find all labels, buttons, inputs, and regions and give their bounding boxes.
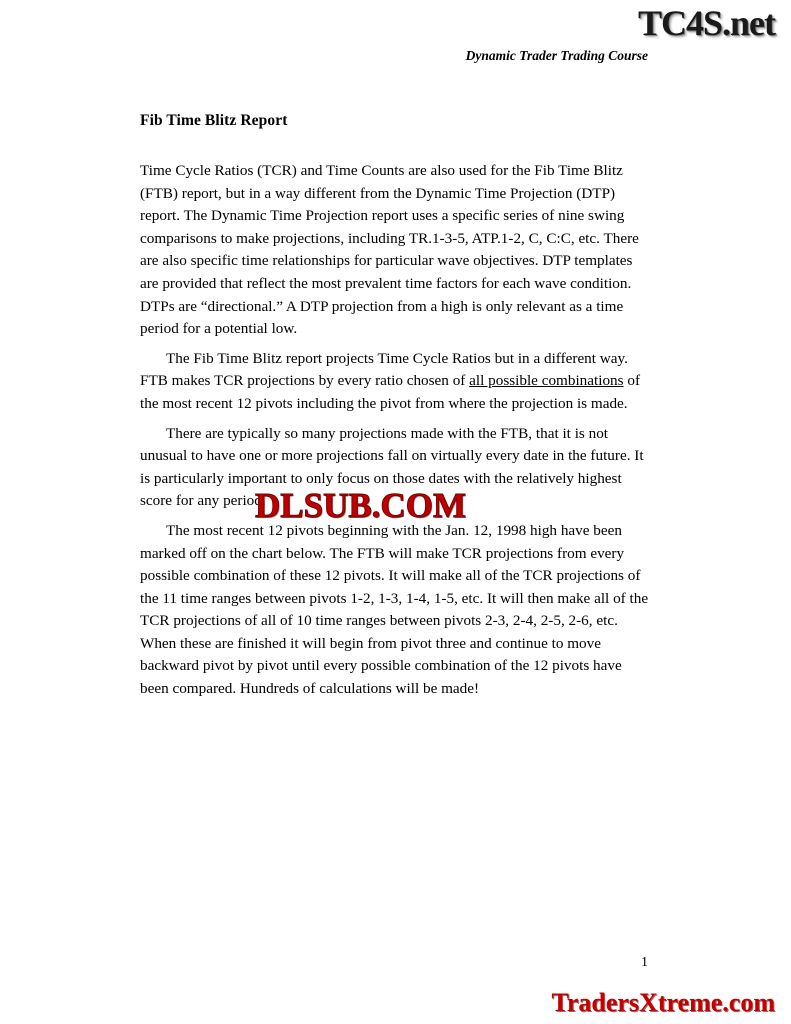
paragraph-1: Time Cycle Ratios (TCR) and Time Counts are also used for the Fib Time Blitz (FTB) report, but in a way different from the Dynamic Time Projection (DTP) report. The Dynamic Time Projection report uses a specific series of nine swing comparisons to make projections, including TR.1-3-5, ATP.1-2, C, C:C, etc. There are also specific time relationships for particular wave objectives. DTP templates are provided that reflect the most prevalent time factors for each wave condition. DTPs are “directional.” A DTP projection from a high is only relevant as a time period for a potential low.	[140, 162, 639, 338]
dlsub-watermark-text: DLSUB.COM	[255, 486, 466, 525]
page-number: 1	[641, 955, 648, 970]
paragraph-3: There are typically so many projections made with the FTB, that it is not unusual to have one or more projections fall on virtually every date in the future. It is particularly important to only focus on those dates with the relatively highest score for any period.	[140, 424, 644, 510]
paragraph-2	[140, 348, 652, 416]
paragraph-2-text-after: of the most recent 12 pivots including the pivot from where the projection is made.	[140, 372, 640, 412]
paragraph-4: The most recent 12 pivots beginning with the Jan. 12, 1998 high have been marked off on the chart below. The FTB will make TCR projections from every possible combination of these 12 pivots. It will make all of the TCR projections of the 11 time ranges between pivots 1-2, 1-3, 1-4, 1-5, etc. It will then make all of the TCR projections of all of 10 time ranges between pivots 2-3, 2-4, 2-5, 2-6, etc. When these are finished it will begin from pivot three and continue to move backward pivot by pivot until every possible combination of the 12 pivots have been compared. Hundreds of calculations will be made!	[140, 521, 649, 698]
running-head: Dynamic Trader Trading Course	[465, 48, 648, 63]
page-title: Fib Time Blitz Report	[140, 112, 288, 129]
tc4s-watermark: TC4S.net	[637, 3, 775, 43]
paragraph-2-underlined-phrase: all possible combinations	[469, 372, 624, 390]
tradersxtreme-watermark: TradersXtreme.com	[551, 988, 775, 1017]
paragraph-2-text-before: The Fib Time Blitz report projects Time Cycle Ratios but in a different way. FTB makes TCR projections by every ratio chosen of	[140, 349, 628, 390]
document-body	[140, 112, 652, 708]
